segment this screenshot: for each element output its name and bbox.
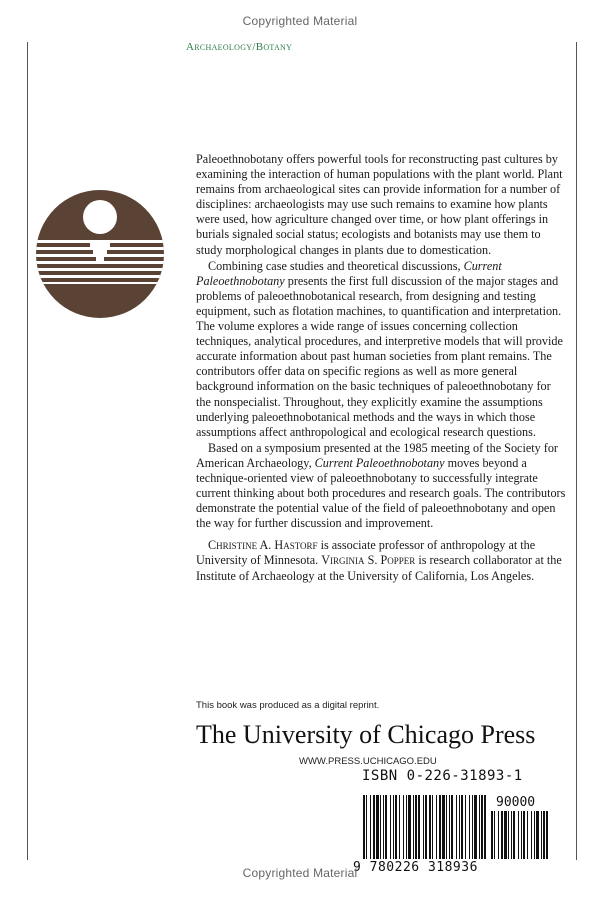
barcode-bar: [403, 795, 404, 859]
isbn-barcode: [363, 795, 488, 859]
barcode-bar: [484, 795, 486, 859]
barcode-bar: [479, 795, 480, 859]
barcode-bar: [418, 795, 420, 859]
isbn-number: ISBN 0-226-31893-1: [362, 768, 523, 784]
back-cover-description: [196, 152, 566, 584]
barcode-bar: [465, 795, 466, 859]
barcode-bar: [429, 795, 431, 859]
author-bio: [196, 538, 566, 583]
barcode-bar: [383, 795, 384, 859]
paragraph-3-text-b: moves beyond a technique-oriented view of paleoethnobotany to successfully integrate current thinking about both procedures and research goals. The contributors demonstrate the potential value of the field of paleoethnobotany and open the way for further discussion and improvement.: [196, 455, 566, 531]
barcode-bar: [385, 795, 387, 859]
barcode-bar: [543, 811, 545, 859]
barcode-bar: [536, 811, 539, 859]
barcode-bar: [518, 811, 519, 859]
barcode-bar: [521, 811, 522, 859]
barcode-bar: [511, 811, 512, 859]
barcode-bar: [425, 795, 427, 859]
price-code: 90000: [496, 795, 536, 810]
sun-over-water-logo-icon: [36, 190, 164, 318]
barcode-bar: [390, 795, 391, 859]
barcode-bar: [370, 795, 371, 859]
author-bio-text-1: is associate professor of anthropology at the University of Minnesota.: [196, 538, 536, 568]
barcode-bar: [451, 795, 453, 859]
barcode-bar: [413, 795, 414, 859]
barcode-bar: [474, 795, 477, 859]
barcode-bar: [436, 795, 437, 859]
right-cover-edge-line: [576, 42, 577, 860]
barcode-bar: [439, 795, 441, 859]
barcode-bar: [459, 795, 460, 859]
barcode-bar: [408, 795, 411, 859]
description-paragraph-3: [196, 441, 566, 532]
subject-category: Archaeology/Botany: [186, 41, 293, 53]
barcode-bar: [366, 795, 367, 859]
description-paragraph-1: Paleoethnobotany offers powerful tools for reconstructing past cultures by examining the interaction of human populations with the plant world. Plant remains from archaeological sites can provide information for a number of disciplines: archaeologists may use such remains to examine how plants were used, how agriculture changed over time, or how plant offerings in burials signaled social status; ecologists and botanists may use them to study morphological changes in plants due to domestication.: [196, 152, 563, 257]
copyright-watermark-top: Copyrighted Material: [242, 14, 358, 28]
barcode-bar: [393, 795, 394, 859]
barcode-bar: [399, 795, 400, 859]
barcode-bar: [508, 811, 509, 859]
barcode-bar: [363, 795, 365, 859]
barcode-bar: [376, 795, 379, 859]
barcode-bar: [546, 811, 548, 859]
barcode-bar: [469, 795, 470, 859]
barcode-bar: [523, 811, 525, 859]
barcode-bar: [491, 811, 493, 859]
barcode-digits: 9 780226 318936: [353, 860, 478, 875]
barcode-bar: [423, 795, 424, 859]
barcode-bar: [498, 811, 499, 859]
author-bio-text-2: is research collaborator at the Institute of Archaeology at the University of California, Los Angeles.: [196, 553, 562, 583]
barcode-bar: [513, 811, 515, 859]
paragraph-3-text-a: Based on a symposium presented at the 1985 meeting of the Society for American Archaeology,: [196, 440, 558, 470]
author-name-hastorf: Christine A. Hastorf: [208, 538, 318, 553]
barcode-bar: [449, 795, 450, 859]
publisher-website: WWW.PRESS.UCHICAGO.EDU: [299, 756, 437, 767]
price-barcode: [491, 811, 551, 859]
barcode-bar: [527, 811, 528, 859]
book-title-italic: Current Paleoethnobotany: [196, 258, 502, 288]
book-title-italic: Current Paleoethnobotany: [314, 455, 445, 470]
copyright-watermark-bottom: Copyrighted Material: [242, 866, 358, 880]
barcode-bar: [504, 811, 507, 859]
barcode-bar: [406, 795, 407, 859]
barcode-bar: [531, 811, 532, 859]
barcode-bar: [461, 795, 463, 859]
digital-reprint-note: This book was produced as a digital reprint.: [196, 700, 380, 711]
left-cover-edge-line: [27, 42, 28, 860]
barcode-bar: [380, 795, 381, 859]
barcode-bar: [494, 811, 495, 859]
barcode-bar: [432, 795, 433, 859]
barcode-bar: [472, 795, 473, 859]
barcode-bar: [534, 811, 535, 859]
barcode-bar: [373, 795, 375, 859]
barcode-bar: [415, 795, 417, 859]
description-paragraph-2: [196, 259, 566, 440]
barcode-bar: [481, 795, 483, 859]
paragraph-2-text-a: Combining case studies and theoretical discussions,: [208, 258, 464, 273]
publisher-name: The University of Chicago Press: [196, 720, 536, 749]
barcode-bar: [442, 795, 445, 859]
barcode-bar: [541, 811, 542, 859]
paragraph-2-text-b: presents the first full discussion of the major stages and problems of paleoethnobotanical research, from designing and testing equipment, such as flotation machines, to quantification and interpretation. The volume explores a wide range of issues concerning collection techniques, analytical procedures, and interpretive models that will provide accurate information about past human societies from plant remains. The contributors offer data on specific regions as well as more general background information on the basic techniques of paleoethnobotany for the nonspecialist. Throughout, they explicitly examine the assumptions underlying paleoethnobotanical methods and the ways in which those assumptions affect anthropological and ecological research questions.: [196, 273, 563, 439]
barcode-bar: [456, 795, 457, 859]
barcode-bar: [501, 811, 503, 859]
barcode-bar: [446, 795, 447, 859]
author-name-popper: Virginia S. Popper: [321, 553, 416, 568]
barcode-bar: [395, 795, 397, 859]
